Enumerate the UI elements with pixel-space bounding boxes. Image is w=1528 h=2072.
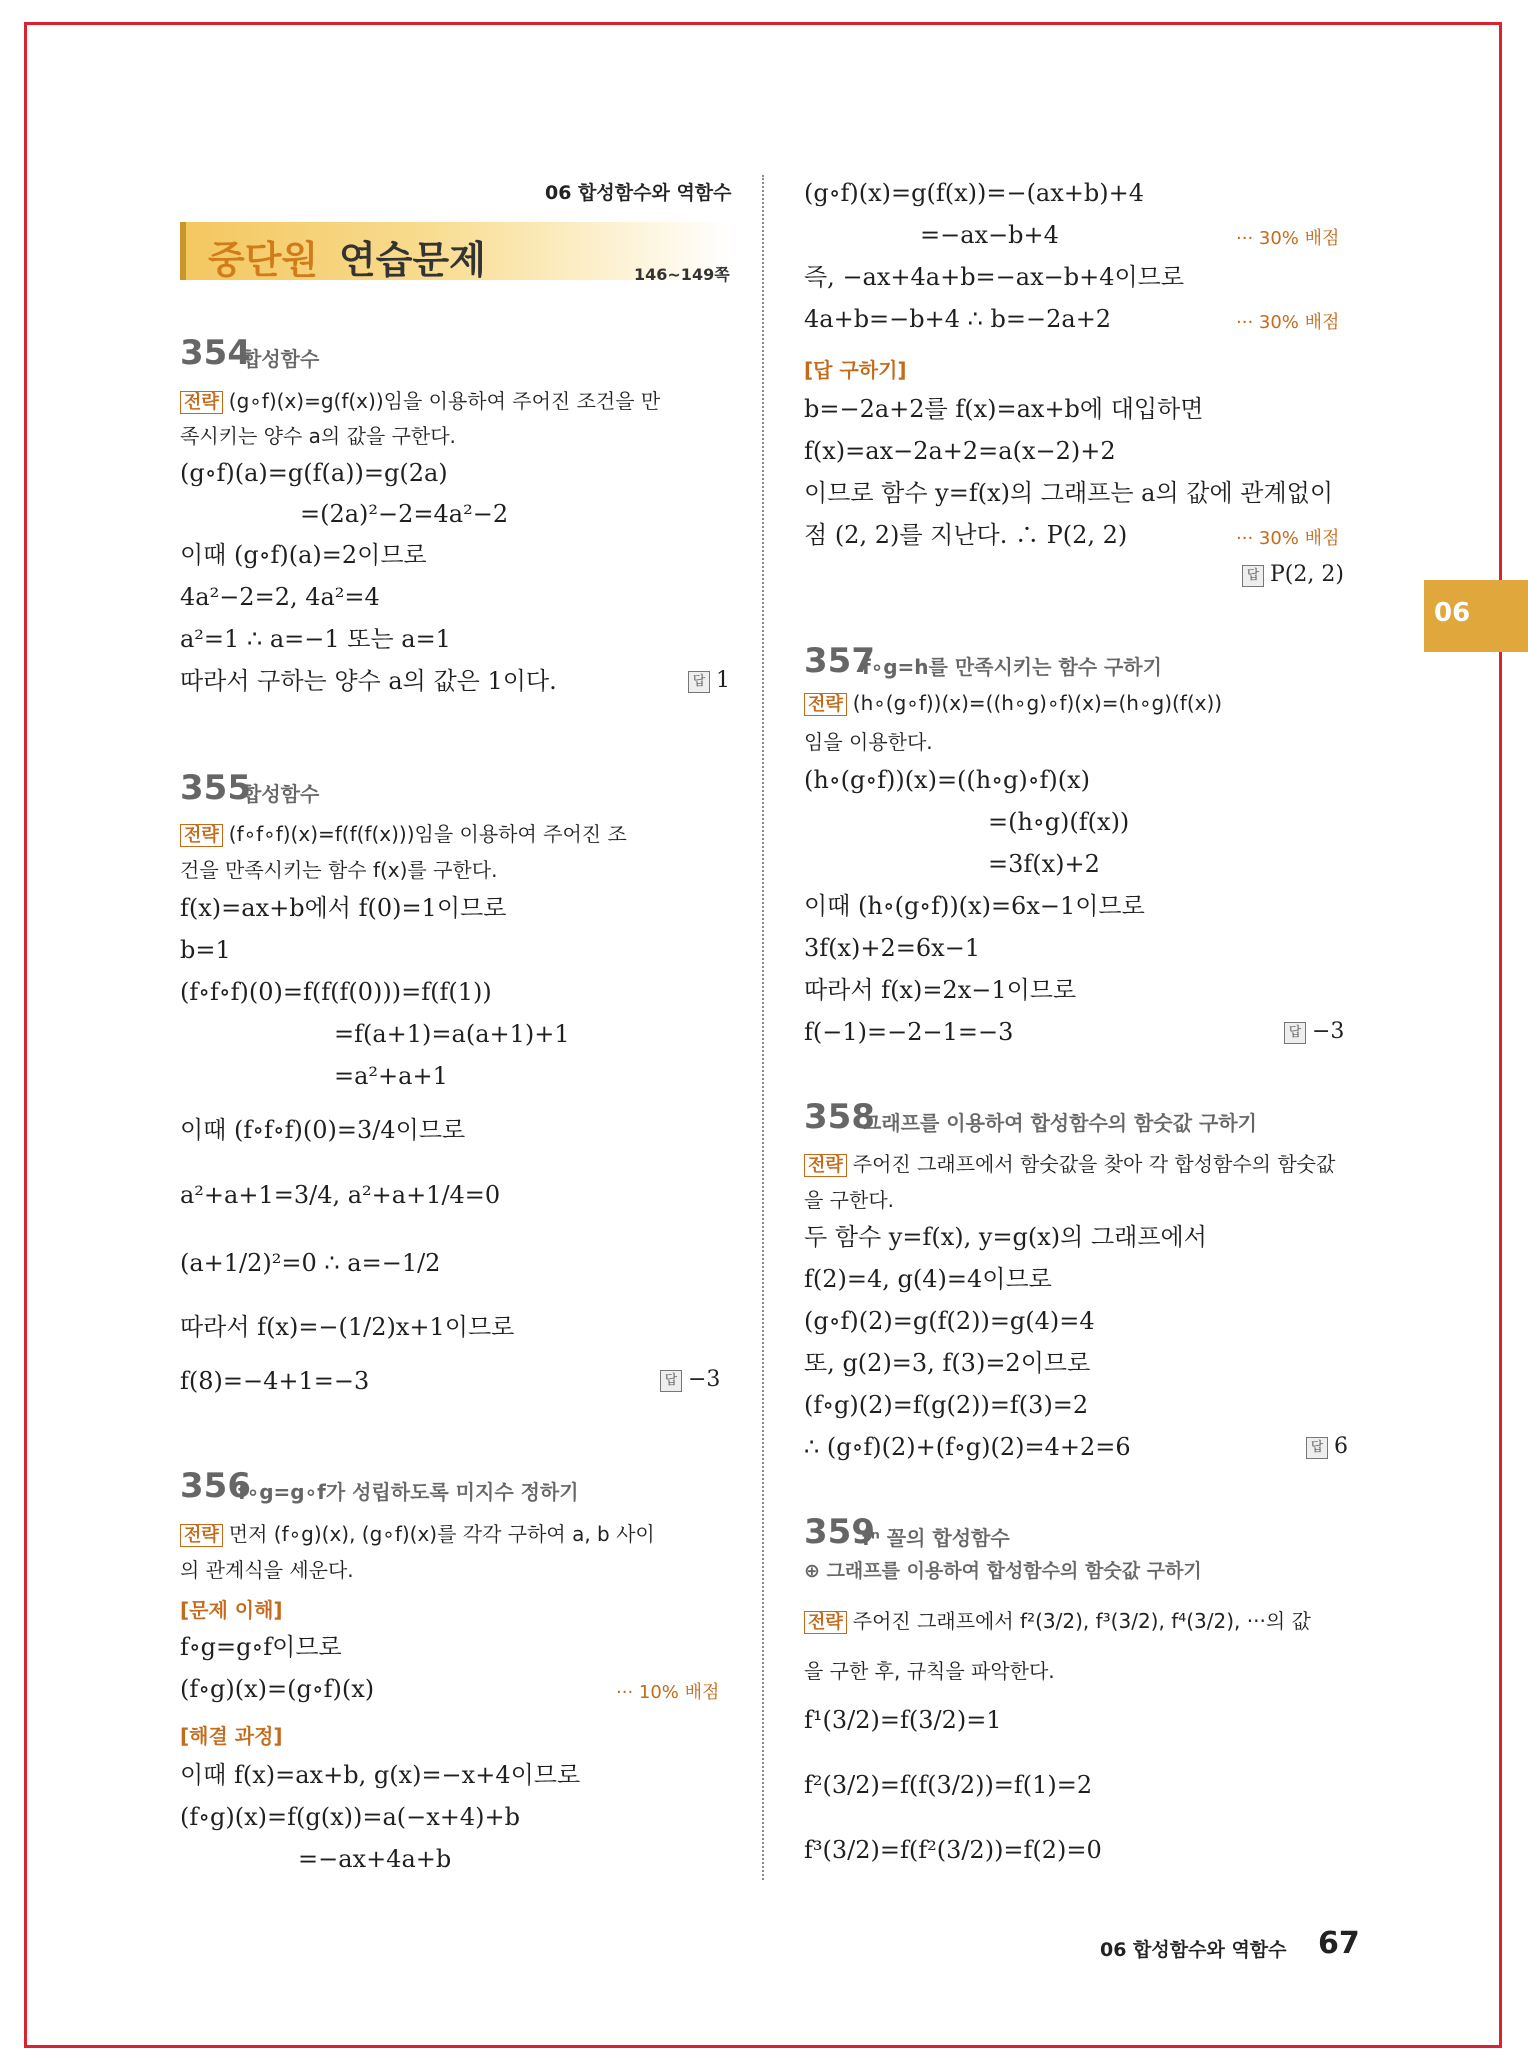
- problem-title: fⁿ 꼴의 합성함수: [862, 1526, 1010, 1550]
- problem-number: 357: [804, 641, 875, 681]
- solution-line: 점 (2, 2)를 지난다. ∴ P(2, 2): [804, 521, 1128, 549]
- solution-line: 이때 (g∘f)(a)=2이므로: [180, 541, 427, 569]
- solution-line: f(2)=4, g(4)=4이므로: [804, 1265, 1052, 1293]
- solution-line: 이때 (h∘(g∘f))(x)=6x−1이므로: [804, 892, 1145, 920]
- solution-line: (h∘(g∘f))(x)=((h∘g)∘f)(x): [804, 766, 1091, 794]
- problem-title: 합성함수: [242, 782, 320, 806]
- solution-line: b=1: [180, 936, 231, 964]
- solution-line: (g∘f)(2)=g(f(2))=g(4)=4: [804, 1307, 1095, 1335]
- strategy-text: (f∘f∘f)(x)=f(f(f(x)))임을 이용하여 주어진 조: [228, 822, 627, 846]
- strategy-text: 주어진 그래프에서 f²(3/2), f³(3/2), f⁴(3/2), ···의 값: [852, 1609, 1311, 1633]
- solution-line: f³(3/2)=f(f²(3/2))=f(2)=0: [804, 1836, 1102, 1864]
- subheading-answer: [답 구하기]: [804, 358, 907, 382]
- solution-line: =−ax+4a+b: [298, 1845, 452, 1873]
- solution-line: (g∘f)(x)=g(f(x))=−(ax+b)+4: [804, 179, 1144, 207]
- solution-line: 이므로 함수 y=f(x)의 그래프는 a의 값에 관계없이: [804, 479, 1334, 507]
- solution-line: 4a+b=−b+4 ∴ b=−2a+2: [804, 305, 1112, 333]
- solution-line: f(8)=−4+1=−3: [180, 1367, 370, 1395]
- banner-title-part2: 연습문제: [339, 238, 486, 282]
- solution-line: (f∘g)(x)=f(g(x))=a(−x+4)+b: [180, 1803, 520, 1831]
- score-note: ··· 30% 배점: [1236, 528, 1340, 549]
- solution-line: f¹(3/2)=f(3/2)=1: [804, 1706, 1002, 1734]
- solution-line: (g∘f)(a)=g(f(a))=g(2a): [180, 459, 448, 487]
- problem-title: f∘g=h를 만족시키는 함수 구하기: [862, 655, 1162, 679]
- score-note: ··· 30% 배점: [1236, 312, 1340, 333]
- solution-line: (f∘g)(x)=(g∘f)(x): [180, 1675, 375, 1703]
- solution-line: f(x)=ax−2a+2=a(x−2)+2: [804, 437, 1116, 465]
- answer-icon: 답: [688, 671, 710, 693]
- answer-icon: 답: [1242, 565, 1264, 587]
- solution-line: 따라서 f(x)=2x−1이므로: [804, 976, 1077, 1004]
- footer-chapter: 06 합성함수와 역함수: [1100, 1939, 1287, 1961]
- answer: 답 −3: [660, 1367, 720, 1392]
- chapter-side-tab: 06: [1424, 580, 1528, 652]
- answer-icon: 답: [1284, 1022, 1306, 1044]
- solution-line: (f∘f∘f)(0)=f(f(f(0)))=f(f(1)): [180, 978, 492, 1006]
- solution-line: a²+a+1=3/4, a²+a+1/4=0: [180, 1181, 501, 1209]
- strategy-text-cont: 임을 이용한다.: [804, 730, 933, 754]
- solution-line: f²(3/2)=f(f(3/2))=f(1)=2: [804, 1771, 1093, 1799]
- problem-number: 354: [180, 333, 251, 373]
- solution-line: 3f(x)+2=6x−1: [804, 934, 981, 962]
- answer-icon: 답: [660, 1370, 682, 1392]
- solution-line: f(−1)=−2−1=−3: [804, 1018, 1014, 1046]
- solution-line: 이때 (f∘f∘f)(0)=3/4이므로: [180, 1116, 466, 1144]
- strategy-text: 주어진 그래프에서 함숫값을 찾아 각 합성함수의 함숫값: [852, 1152, 1336, 1176]
- strategy-tag: 전략: [180, 1524, 223, 1547]
- extra-topic: ⊕ 그래프를 이용하여 합성함수의 함숫값 구하기: [804, 1560, 1202, 1582]
- score-note: ··· 30% 배점: [1236, 228, 1340, 249]
- solution-line: =f(a+1)=a(a+1)+1: [334, 1020, 570, 1048]
- solution-line: =(h∘g)(f(x)): [988, 808, 1130, 836]
- solution-line: =−ax−b+4: [920, 221, 1059, 249]
- problem-number: 355: [180, 768, 251, 808]
- solution-line: 따라서 구하는 양수 a의 값은 1이다.: [180, 667, 557, 695]
- solution-line: 두 함수 y=f(x), y=g(x)의 그래프에서: [804, 1223, 1207, 1251]
- strategy-text-cont: 건을 만족시키는 함수 f(x)를 구한다.: [180, 858, 498, 882]
- answer: 답 6: [1306, 1434, 1348, 1459]
- chapter-header: 06 합성함수와 역함수: [545, 182, 732, 204]
- solution-line: (f∘g)(2)=f(g(2))=f(3)=2: [804, 1391, 1089, 1419]
- solution-line: 이때 f(x)=ax+b, g(x)=−x+4이므로: [180, 1761, 581, 1789]
- solution-line: (a+1/2)²=0 ∴ a=−1/2: [180, 1249, 441, 1277]
- problem-number: 358: [804, 1097, 875, 1137]
- solution-line: a²=1 ∴ a=−1 또는 a=1: [180, 625, 451, 653]
- solution-line: ∴ (g∘f)(2)+(f∘g)(2)=4+2=6: [804, 1433, 1131, 1461]
- column-divider: [762, 175, 764, 1880]
- solution-line: =a²+a+1: [334, 1062, 448, 1090]
- solution-line: b=−2a+2를 f(x)=ax+b에 대입하면: [804, 395, 1204, 423]
- problem-title: 그래프를 이용하여 합성함수의 함숫값 구하기: [862, 1111, 1257, 1135]
- problem-number: 359: [804, 1512, 875, 1552]
- answer: 답 P(2, 2): [1242, 562, 1344, 587]
- strategy-text-cont: 을 구한다.: [804, 1188, 894, 1212]
- answer: 답 1: [688, 668, 730, 693]
- solution-line: f(x)=ax+b에서 f(0)=1이므로: [180, 894, 507, 922]
- banner-title-part1: 중단원: [208, 238, 319, 282]
- problem-number: 356: [180, 1466, 251, 1506]
- strategy-text-cont: 의 관계식을 세운다.: [180, 1558, 354, 1582]
- score-note: ··· 10% 배점: [616, 1682, 720, 1703]
- page-range: 146~149쪽: [634, 265, 730, 284]
- solution-line: =3f(x)+2: [988, 850, 1100, 878]
- problem-title: f∘g=g∘f가 성립하도록 미지수 정하기: [238, 1480, 579, 1504]
- solution-line: 또, g(2)=3, f(3)=2이므로: [804, 1349, 1091, 1377]
- solution-line: 4a²−2=2, 4a²=4: [180, 583, 380, 611]
- strategy-tag: 전략: [180, 824, 223, 847]
- strategy-tag: 전략: [804, 1154, 847, 1177]
- strategy-text: 먼저 (f∘g)(x), (g∘f)(x)를 각각 구하여 a, b 사이: [228, 1522, 655, 1546]
- answer-icon: 답: [1306, 1437, 1328, 1459]
- problem-title: 합성함수: [242, 347, 320, 371]
- strategy-text-cont: 을 구한 후, 규칙을 파악한다.: [804, 1659, 1055, 1683]
- solution-line: 따라서 f(x)=−(1/2)x+1이므로: [180, 1313, 515, 1341]
- subheading-understanding: [문제 이해]: [180, 1598, 283, 1622]
- strategy-tag: 전략: [804, 1611, 847, 1634]
- strategy-tag: 전략: [804, 693, 847, 716]
- strategy-text: (h∘(g∘f))(x)=((h∘g)∘f)(x)=(h∘g)(f(x)): [852, 691, 1223, 715]
- solution-line: 즉, −ax+4a+b=−ax−b+4이므로: [804, 263, 1185, 291]
- strategy-text: (g∘f)(x)=g(f(x))임을 이용하여 주어진 조건을 만: [228, 389, 661, 413]
- page-number: 67: [1318, 1926, 1360, 1961]
- solution-line: f∘g=g∘f이므로: [180, 1633, 342, 1661]
- strategy-tag: 전략: [180, 391, 223, 414]
- answer: 답 −3: [1284, 1019, 1344, 1044]
- strategy-text-cont: 족시키는 양수 a의 값을 구한다.: [180, 424, 456, 448]
- solution-line: =(2a)²−2=4a²−2: [300, 500, 509, 528]
- subheading-process: [해결 과정]: [180, 1724, 283, 1748]
